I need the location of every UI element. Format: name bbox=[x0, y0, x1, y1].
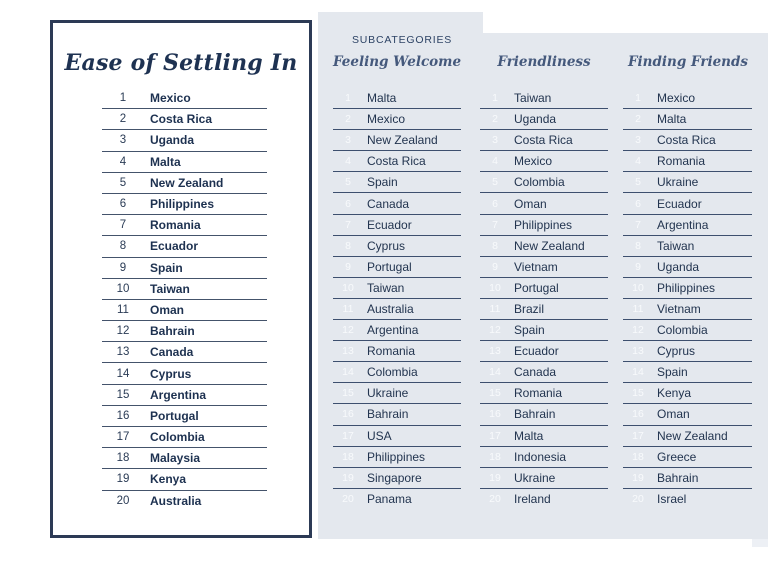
ranking-row bbox=[623, 278, 752, 299]
country-name: Canada bbox=[514, 365, 557, 380]
rank-number: 8 bbox=[492, 239, 498, 252]
ranking-row bbox=[102, 342, 267, 363]
country-name: Uganda bbox=[150, 133, 195, 148]
rank-number: 9 bbox=[119, 261, 127, 274]
rank-number: 14 bbox=[489, 366, 501, 379]
ranking-row bbox=[102, 194, 267, 215]
rank-number: 7 bbox=[345, 218, 351, 231]
country-name: Romania bbox=[367, 344, 416, 359]
ranking-row bbox=[333, 362, 461, 383]
ranking-row bbox=[480, 362, 608, 383]
ranking-row bbox=[333, 320, 461, 341]
country-name: Bahrain bbox=[150, 324, 195, 339]
country-name: Australia bbox=[150, 494, 202, 509]
ranking-row bbox=[480, 447, 608, 468]
country-name: Costa Rica bbox=[514, 133, 573, 148]
ranking-row bbox=[480, 468, 608, 489]
country-name: Vietnam bbox=[657, 301, 701, 316]
country-name: Ukraine bbox=[514, 470, 556, 485]
country-name: Uganda bbox=[657, 259, 700, 274]
country-name: Mexico bbox=[150, 91, 191, 106]
rank-number: 3 bbox=[635, 134, 641, 147]
country-name: Portugal bbox=[367, 259, 412, 274]
ranking-row bbox=[480, 426, 608, 447]
ranking-row bbox=[623, 468, 752, 489]
rank-number: 2 bbox=[635, 113, 641, 126]
rank-number: 3 bbox=[492, 134, 498, 147]
rank-number: 13 bbox=[116, 346, 130, 359]
rank-number: 2 bbox=[119, 113, 127, 126]
ranking-row bbox=[333, 278, 461, 299]
ranking-row bbox=[333, 447, 461, 468]
rank-number: 13 bbox=[489, 345, 501, 358]
ranking-row bbox=[623, 172, 752, 193]
country-name: Ecuador bbox=[657, 196, 702, 211]
ranking-row bbox=[102, 109, 267, 130]
country-name: Brazil bbox=[514, 301, 545, 316]
rank-number: 2 bbox=[492, 113, 498, 126]
ranking-row bbox=[480, 109, 608, 130]
country-name: Argentina bbox=[367, 323, 419, 338]
rank-number: 3 bbox=[119, 134, 127, 147]
feeling-welcome-ranking-list bbox=[333, 88, 461, 510]
ranking-row bbox=[623, 109, 752, 130]
ranking-row bbox=[102, 130, 267, 151]
rank-number: 15 bbox=[116, 388, 130, 401]
rank-number: 14 bbox=[116, 367, 130, 380]
column-header-feeling-welcome: Feeling Welcome bbox=[332, 54, 462, 70]
rank-number: 9 bbox=[635, 260, 641, 273]
country-name: New Zealand bbox=[657, 428, 728, 443]
rank-number: 11 bbox=[632, 302, 644, 315]
rank-number: 4 bbox=[635, 155, 641, 168]
rank-number: 7 bbox=[635, 218, 641, 231]
ranking-row bbox=[623, 215, 752, 236]
rank-number: 12 bbox=[489, 324, 501, 337]
ranking-row bbox=[480, 320, 608, 341]
rank-number: 10 bbox=[116, 282, 130, 295]
country-name: Malta bbox=[367, 91, 397, 106]
ranking-row bbox=[623, 193, 752, 214]
country-name: Mexico bbox=[657, 91, 696, 106]
ranking-row bbox=[480, 130, 608, 151]
rank-number: 6 bbox=[345, 197, 351, 210]
rank-number: 18 bbox=[342, 450, 354, 463]
rank-number: 4 bbox=[492, 155, 498, 168]
country-name: Oman bbox=[657, 407, 690, 422]
rank-number: 7 bbox=[492, 218, 498, 231]
rank-number: 19 bbox=[489, 471, 501, 484]
ranking-row bbox=[480, 257, 608, 278]
rank-number: 1 bbox=[119, 92, 127, 105]
rank-number: 9 bbox=[492, 260, 498, 273]
ranking-row bbox=[333, 109, 461, 130]
country-name: New Zealand bbox=[514, 238, 585, 253]
country-name: Singapore bbox=[367, 470, 422, 485]
rank-number: 11 bbox=[117, 303, 129, 316]
country-name: Romania bbox=[150, 218, 201, 233]
rank-number: 15 bbox=[632, 387, 644, 400]
rank-number: 17 bbox=[116, 431, 130, 444]
subcategories-tab bbox=[318, 12, 483, 34]
country-name: Taiwan bbox=[367, 280, 405, 295]
country-name: Oman bbox=[514, 196, 547, 211]
ranking-row bbox=[623, 236, 752, 257]
country-name: Cyprus bbox=[657, 344, 696, 359]
country-name: Philippines bbox=[150, 197, 215, 212]
country-name: Canada bbox=[150, 345, 194, 360]
ranking-row bbox=[102, 448, 267, 469]
country-name: Romania bbox=[514, 386, 563, 401]
country-name: Spain bbox=[367, 175, 398, 190]
ranking-row bbox=[333, 130, 461, 151]
rank-number: 14 bbox=[342, 366, 354, 379]
ranking-row bbox=[480, 172, 608, 193]
country-name: Malta bbox=[514, 428, 544, 443]
country-name: Portugal bbox=[150, 408, 199, 423]
country-name: Indonesia bbox=[514, 449, 567, 464]
country-name: Australia bbox=[367, 301, 414, 316]
ranking-row bbox=[623, 88, 752, 109]
country-name: New Zealand bbox=[367, 133, 438, 148]
ranking-row bbox=[333, 468, 461, 489]
column-header-finding-friends: Finding Friends bbox=[627, 54, 749, 70]
ranking-row bbox=[102, 173, 267, 194]
rank-number: 7 bbox=[119, 219, 127, 232]
ranking-row bbox=[102, 279, 267, 300]
country-name: Bahrain bbox=[514, 407, 556, 422]
rank-number: 17 bbox=[342, 429, 354, 442]
rank-number: 10 bbox=[489, 281, 501, 294]
ranking-row bbox=[102, 152, 267, 173]
ranking-row bbox=[480, 151, 608, 172]
country-name: Bahrain bbox=[367, 407, 409, 422]
ranking-row bbox=[623, 404, 752, 425]
ranking-row bbox=[623, 151, 752, 172]
subcategories-label: SUBCATEGORIES bbox=[352, 34, 453, 46]
country-name: Spain bbox=[150, 260, 183, 275]
ranking-row bbox=[102, 215, 267, 236]
rank-number: 20 bbox=[489, 493, 501, 506]
ranking-row bbox=[333, 236, 461, 257]
country-name: Spain bbox=[657, 365, 688, 380]
country-name: Kenya bbox=[150, 472, 187, 487]
rank-number: 8 bbox=[635, 239, 641, 252]
country-name: Colombia bbox=[367, 365, 418, 380]
rank-number: 13 bbox=[342, 345, 354, 358]
ranking-row bbox=[480, 193, 608, 214]
ranking-row bbox=[333, 426, 461, 447]
ranking-row bbox=[480, 215, 608, 236]
ranking-row bbox=[102, 385, 267, 406]
rank-number: 17 bbox=[632, 429, 644, 442]
country-name: Malta bbox=[150, 154, 181, 169]
rank-number: 12 bbox=[116, 325, 130, 338]
rank-number: 8 bbox=[345, 239, 351, 252]
ranking-row bbox=[333, 299, 461, 320]
rank-number: 16 bbox=[342, 408, 354, 421]
rank-number: 18 bbox=[489, 450, 501, 463]
finding-friends-ranking-list bbox=[623, 88, 752, 510]
rank-number: 6 bbox=[119, 198, 127, 211]
ranking-row bbox=[623, 341, 752, 362]
ranking-row bbox=[623, 320, 752, 341]
country-name: Mexico bbox=[367, 112, 406, 127]
country-name: Mexico bbox=[514, 154, 553, 169]
country-name: Ecuador bbox=[150, 239, 199, 254]
rank-number: 20 bbox=[342, 493, 354, 506]
ranking-row bbox=[623, 362, 752, 383]
rank-number: 18 bbox=[632, 450, 644, 463]
ranking-row bbox=[102, 300, 267, 321]
ranking-row bbox=[480, 236, 608, 257]
ranking-row bbox=[333, 215, 461, 236]
ranking-row bbox=[623, 257, 752, 278]
ranking-row bbox=[623, 130, 752, 151]
ranking-row bbox=[333, 404, 461, 425]
rank-number: 15 bbox=[342, 387, 354, 400]
country-name: Canada bbox=[367, 196, 410, 211]
ranking-row bbox=[623, 489, 752, 510]
rank-number: 14 bbox=[632, 366, 644, 379]
country-name: Malta bbox=[657, 112, 687, 127]
rank-number: 19 bbox=[342, 471, 354, 484]
ranking-row bbox=[480, 489, 608, 510]
ranking-row bbox=[333, 257, 461, 278]
country-name: Taiwan bbox=[150, 281, 190, 296]
rank-number: 11 bbox=[342, 302, 354, 315]
ranking-row bbox=[480, 383, 608, 404]
ranking-row bbox=[102, 491, 267, 512]
rank-number: 4 bbox=[119, 155, 127, 168]
country-name: Colombia bbox=[514, 175, 565, 190]
country-name: Costa Rica bbox=[367, 154, 426, 169]
ranking-row bbox=[623, 426, 752, 447]
rank-number: 16 bbox=[632, 408, 644, 421]
rank-number: 16 bbox=[116, 409, 130, 422]
rank-number: 1 bbox=[492, 92, 498, 105]
country-name: Romania bbox=[657, 154, 706, 169]
ranking-row bbox=[333, 193, 461, 214]
rank-number: 20 bbox=[116, 495, 130, 508]
friendliness-ranking-list bbox=[480, 88, 608, 510]
country-name: Philippines bbox=[367, 449, 426, 464]
rank-number: 4 bbox=[345, 155, 351, 168]
country-name: Ireland bbox=[514, 492, 551, 507]
country-name: Cyprus bbox=[367, 238, 406, 253]
country-name: Oman bbox=[150, 302, 185, 317]
rank-number: 16 bbox=[489, 408, 501, 421]
rank-number: 10 bbox=[342, 281, 354, 294]
rank-number: 6 bbox=[492, 197, 498, 210]
ranking-row bbox=[623, 383, 752, 404]
country-name: Philippines bbox=[514, 217, 573, 232]
rank-number: 19 bbox=[116, 473, 130, 486]
ranking-row bbox=[480, 299, 608, 320]
ranking-row bbox=[102, 258, 267, 279]
ease-of-settling-in-panel bbox=[50, 20, 312, 538]
ranking-row bbox=[102, 406, 267, 427]
ranking-row bbox=[333, 383, 461, 404]
rank-number: 18 bbox=[116, 452, 130, 465]
country-name: Taiwan bbox=[657, 238, 695, 253]
country-name: Panama bbox=[367, 492, 412, 507]
country-name: Vietnam bbox=[514, 259, 558, 274]
ranking-row bbox=[333, 489, 461, 510]
rank-number: 9 bbox=[345, 260, 351, 273]
ranking-row bbox=[333, 172, 461, 193]
page-title: Ease of Settling In bbox=[64, 50, 298, 76]
country-name: USA bbox=[367, 428, 392, 443]
ranking-row bbox=[333, 151, 461, 172]
country-name: Greece bbox=[657, 449, 697, 464]
ranking-row bbox=[480, 88, 608, 109]
rank-number: 5 bbox=[345, 176, 351, 189]
ranking-row bbox=[102, 363, 267, 384]
rank-number: 5 bbox=[492, 176, 498, 189]
rank-number: 12 bbox=[632, 324, 644, 337]
rank-number: 5 bbox=[119, 176, 127, 189]
rank-number: 2 bbox=[345, 113, 351, 126]
country-name: Spain bbox=[514, 323, 545, 338]
ranking-row bbox=[480, 341, 608, 362]
ranking-row bbox=[102, 427, 267, 448]
ranking-row bbox=[102, 469, 267, 490]
ranking-row bbox=[333, 341, 461, 362]
ranking-row bbox=[623, 299, 752, 320]
country-name: Cyprus bbox=[150, 366, 192, 381]
rank-number: 6 bbox=[635, 197, 641, 210]
rank-number: 8 bbox=[119, 240, 127, 253]
country-name: Colombia bbox=[150, 430, 205, 445]
country-name: Ecuador bbox=[514, 344, 559, 359]
country-name: Costa Rica bbox=[657, 133, 716, 148]
rank-number: 13 bbox=[632, 345, 644, 358]
country-name: Portugal bbox=[514, 280, 559, 295]
rank-number: 20 bbox=[632, 493, 644, 506]
ranking-row bbox=[102, 321, 267, 342]
ranking-row bbox=[102, 236, 267, 257]
country-name: Israel bbox=[657, 492, 687, 507]
rank-number: 10 bbox=[632, 281, 644, 294]
country-name: Argentina bbox=[657, 217, 709, 232]
ranking-row bbox=[102, 88, 267, 109]
country-name: Taiwan bbox=[514, 91, 552, 106]
country-name: Uganda bbox=[514, 112, 557, 127]
rank-number: 19 bbox=[632, 471, 644, 484]
country-name: Malaysia bbox=[150, 451, 201, 466]
ranking-row bbox=[480, 278, 608, 299]
rank-number: 1 bbox=[635, 92, 641, 105]
column-header-friendliness: Friendliness bbox=[497, 54, 591, 70]
ranking-row bbox=[480, 404, 608, 425]
rank-number: 1 bbox=[345, 92, 351, 105]
rank-number: 17 bbox=[489, 429, 501, 442]
rank-number: 15 bbox=[489, 387, 501, 400]
rank-number: 11 bbox=[489, 302, 501, 315]
country-name: Ukraine bbox=[367, 386, 409, 401]
rank-number: 12 bbox=[342, 324, 354, 337]
country-name: Costa Rica bbox=[150, 112, 213, 127]
country-name: Colombia bbox=[657, 323, 708, 338]
ranking-row bbox=[623, 447, 752, 468]
country-name: Ecuador bbox=[367, 217, 412, 232]
country-name: Ukraine bbox=[657, 175, 699, 190]
country-name: Argentina bbox=[150, 387, 207, 402]
country-name: New Zealand bbox=[150, 175, 224, 190]
ranking-row bbox=[333, 88, 461, 109]
country-name: Kenya bbox=[657, 386, 692, 401]
rank-number: 3 bbox=[345, 134, 351, 147]
country-name: Bahrain bbox=[657, 470, 699, 485]
overall-ranking-list bbox=[102, 88, 267, 512]
rank-number: 5 bbox=[635, 176, 641, 189]
country-name: Philippines bbox=[657, 280, 716, 295]
subcategories-panel bbox=[318, 33, 768, 539]
